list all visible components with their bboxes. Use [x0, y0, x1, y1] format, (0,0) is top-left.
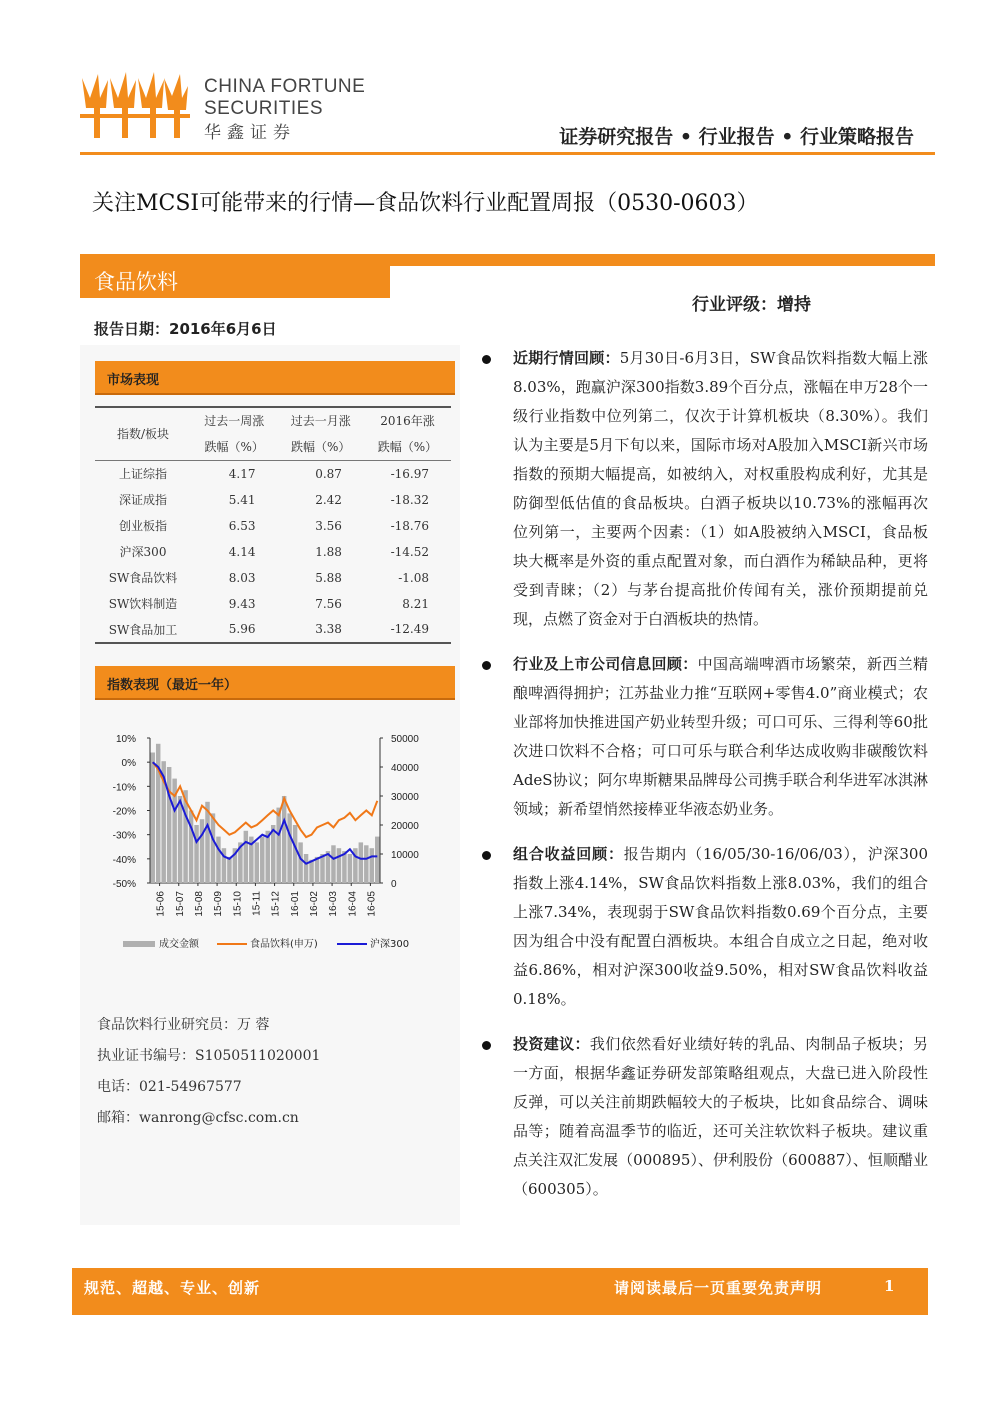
- volume-bar: [342, 851, 346, 883]
- row-week: 9.43: [228, 596, 256, 611]
- row-name: SW食品饮料: [108, 571, 178, 585]
- x-tick-label: 15-06: [155, 891, 167, 917]
- header-divider: [80, 152, 935, 155]
- bullet-text: 我们依然看好业绩好转的乳品、肉制品子板块；另一方面，根据华鑫证券研发部策略组观点，大盘已进入阶段性反弹，可以关注前期跌幅较大的子板块，比如食品综合、调味品等；随着高温季节的临近，还可关注软饮料子板块。建议重点关注双汇发展（000895）、伊利股份（600887）、恒顺醋业（600305）。: [513, 1035, 928, 1198]
- row-ytd: 8.21: [402, 596, 429, 611]
- index-performance-chart: [95, 722, 455, 962]
- table-row: [95, 461, 451, 487]
- row-week: 6.53: [228, 518, 256, 533]
- col-header-index: 指数/板块: [95, 407, 191, 461]
- bullet-dot-icon: [482, 661, 491, 670]
- volume-bar: [337, 848, 341, 883]
- y-tick-label-right: 50000: [391, 734, 419, 745]
- x-tick-label: 15-12: [270, 891, 282, 917]
- row-name: 沪深300: [119, 545, 167, 559]
- bullet-dot-icon: [482, 355, 491, 364]
- table-row: [95, 539, 451, 565]
- volume-bar: [260, 837, 264, 883]
- index-perf-heading-text: 指数表现（最近一年）: [107, 678, 238, 693]
- volume-bar: [359, 842, 363, 883]
- footer-disclaimer: 请阅读最后一页重要免责声明: [614, 1279, 823, 1297]
- y-tick-label-right: 30000: [391, 792, 419, 803]
- x-tick-label: 15-11: [251, 891, 263, 916]
- sector-band-box: [80, 254, 390, 298]
- brand-line-2: SECURITIES: [204, 98, 324, 119]
- bullet-lead: 投资建议：: [513, 1035, 590, 1053]
- volume-bar: [276, 808, 280, 883]
- volume-bar: [348, 854, 352, 883]
- volume-bar: [178, 796, 182, 883]
- sector-label: 食品饮料: [94, 270, 178, 294]
- volume-bar: [244, 831, 248, 883]
- volume-bar: [375, 837, 379, 883]
- x-tick-label: 16-03: [328, 891, 340, 917]
- y-tick-label-left: -40%: [112, 854, 136, 866]
- china-fortune-logo-icon: [80, 68, 190, 140]
- volume-bar: [282, 796, 286, 883]
- x-tick-label: 16-04: [347, 891, 359, 917]
- industry-rating: 行业评级：增持: [692, 295, 811, 315]
- row-week: 8.03: [228, 570, 256, 585]
- brand-name-cn: 华鑫证券: [204, 123, 296, 143]
- x-tick-label: 15-07: [174, 891, 186, 917]
- bullet-text: 5月30日-6月3日，SW食品饮料指数大幅上涨8.03%，跑赢沪深300指数3.89个百分点，涨幅在申万28个一级行业指数中位列第二，仅次于计算机板块（8.30%）。我们认为主要是5月下旬以来，国际市场对A股加入MSCI新兴市场指数的预期大幅提高，如被纳入，对权重股构成利好，尤其是防御型低估值的食品板块。白酒子板块以10.73%的涨幅再次位列第一，主要两个因素：（1）如A股被纳入MSCI，食品板块大概率是外资的重点配置对象，而白酒作为稀缺品种，更将受到青睐；（2）与茅台提高批价传闻有关，涨价预期提前兑现，点燃了资金对于白酒板块的热情。: [513, 349, 928, 628]
- summary-bullets: [478, 344, 928, 1220]
- bullet-dot-icon: [482, 851, 491, 860]
- col-header-week: 过去一周涨 跌幅（%）: [191, 407, 277, 461]
- y-tick-label-left: -10%: [112, 782, 136, 794]
- x-tick-label: 16-01: [289, 891, 301, 917]
- volume-bar: [216, 837, 220, 883]
- report-date: 报告日期：2016年6月6日: [94, 320, 277, 338]
- row-month: 3.38: [277, 617, 363, 643]
- volume-bar: [189, 811, 193, 884]
- y-tick-label-left: -50%: [112, 879, 136, 890]
- bullet-market-review: [478, 344, 928, 634]
- volume-bar: [309, 860, 313, 883]
- y-tick-label-right: 40000: [391, 763, 419, 774]
- table-row: [95, 487, 451, 513]
- col-header-month: 过去一月涨 跌幅（%）: [277, 407, 363, 461]
- analyst-phone: 电话：021-54967577: [97, 1079, 242, 1095]
- volume-bar: [287, 813, 291, 883]
- legend-label-volume: 成交金额: [159, 939, 199, 950]
- legend-label-food: 食品饮料(申万): [250, 939, 318, 950]
- table-row: [95, 513, 451, 539]
- table-row: [95, 591, 451, 617]
- row-week: 4.17: [228, 466, 256, 481]
- market-heading-text: 市场表现: [107, 373, 160, 388]
- volume-bar: [370, 848, 374, 883]
- bullet-lead: 组合收益回顾：: [513, 845, 624, 863]
- analyst-name: 食品饮料行业研究员：万 蓉: [97, 1017, 270, 1033]
- row-name: 上证综指: [118, 467, 167, 482]
- y-tick-label-right: 0: [391, 879, 397, 890]
- bullet-lead: 近期行情回顾：: [513, 349, 620, 367]
- page-number: 1: [884, 1277, 895, 1295]
- volume-bar: [293, 825, 297, 883]
- market-table: [95, 406, 451, 644]
- brand-name-en: [204, 76, 365, 120]
- y-tick-label-right: 10000: [391, 850, 419, 861]
- volume-bar: [315, 857, 319, 883]
- volume-bar: [331, 845, 335, 883]
- y-tick-label-right: 20000: [391, 821, 419, 832]
- volume-bar: [167, 767, 171, 883]
- footer-motto: 规范、超越、专业、创新: [84, 1279, 261, 1297]
- row-ytd: -14.52: [390, 544, 429, 559]
- table-header-row: [95, 407, 451, 461]
- volume-bar: [194, 825, 198, 883]
- row-week: 5.96: [191, 617, 277, 643]
- row-month: 2.42: [315, 492, 342, 507]
- report-type-tagline: 证券研究报告 • 行业报告 • 行业策略报告: [559, 126, 914, 148]
- col-header-ytd: 2016年涨 跌幅（%）: [364, 407, 451, 461]
- volume-bar: [211, 813, 215, 883]
- row-month: 7.56: [315, 596, 342, 611]
- volume-bar: [266, 831, 270, 883]
- y-tick-label-left: -20%: [112, 806, 136, 818]
- table-row: [95, 617, 451, 643]
- row-ytd: -1.08: [398, 570, 429, 585]
- volume-bar: [298, 842, 302, 883]
- volume-bar: [151, 753, 155, 884]
- brand-line-1: CHINA FORTUNE: [204, 76, 366, 97]
- row-month: 5.88: [315, 570, 342, 585]
- bullet-investment-advice: [478, 1030, 928, 1204]
- table-row: [95, 565, 451, 591]
- row-ytd: -16.97: [390, 466, 429, 481]
- bullet-dot-icon: [482, 1041, 491, 1050]
- row-ytd: -12.49: [364, 617, 451, 643]
- row-name: 创业板指: [118, 519, 167, 533]
- legend-swatch-volume: [123, 941, 155, 947]
- bullet-industry-news: [478, 650, 928, 824]
- bullet-text: 中国高端啤酒市场繁荣，新西兰精酿啤酒得拥护；江苏盐业力推“互联网+零售4.0”商业模式；农业部将加快推进国产奶业转型升级；可口可乐、三得利等60批次进口饮料不合格；可口可乐与联合利华达成收购非碳酸饮料AdeS协议；阿尔卑斯糖果品牌母公司携手联合利华进军冰淇淋领域；新希望悄然接棒亚华液态奶业务。: [513, 655, 928, 818]
- analyst-email[interactable]: 邮箱：wanrong@cfsc.com.cn: [97, 1110, 299, 1126]
- row-ytd: -18.76: [390, 518, 429, 533]
- volume-bar: [255, 842, 259, 883]
- row-name: 深证成指: [118, 493, 167, 507]
- x-tick-label: 16-05: [366, 891, 378, 917]
- row-name: SW食品加工: [95, 617, 191, 643]
- volume-bar: [304, 854, 308, 883]
- analyst-cert: 执业证书编号：S1050511020001: [97, 1048, 321, 1064]
- row-week: 4.14: [228, 544, 256, 559]
- legend-label-csi300: 沪深300: [370, 939, 410, 950]
- bullet-text: 报告期内（16/05/30-16/06/03），沪深300指数上涨4.14%，SW食品饮料指数上涨8.03%，我们的组合上涨7.34%，表现弱于SW食品饮料指数0.69个百分点，主要因为组合中没有配置白酒板块。本组合自成立之日起，绝对收益6.86%，相对沪深300收益9.50%，相对SW食品饮料收益0.18%。: [513, 845, 928, 1008]
- y-tick-label-left: 10%: [115, 734, 136, 745]
- report-title: 关注MCSI可能带来的行情—食品饮料行业配置周报（0530-0603）: [92, 191, 759, 216]
- bullet-portfolio-review: [478, 840, 928, 1014]
- volume-bar: [227, 857, 231, 883]
- row-week: 5.41: [228, 492, 256, 507]
- row-ytd: -18.32: [390, 492, 429, 507]
- row-name: SW饮料制造: [108, 597, 178, 611]
- index-perf-heading: [95, 666, 455, 700]
- footer-bar: [72, 1268, 928, 1308]
- volume-bar: [364, 845, 368, 883]
- bullet-lead: 行业及上市公司信息回顾：: [513, 655, 698, 673]
- y-tick-label-left: 0%: [121, 758, 136, 770]
- x-tick-label: 15-08: [193, 891, 205, 917]
- page-footer: [72, 1268, 928, 1315]
- x-tick-label: 16-02: [308, 891, 320, 917]
- row-month: 0.87: [315, 466, 342, 481]
- y-tick-label-left: -30%: [112, 830, 136, 842]
- volume-bar: [200, 819, 204, 883]
- row-month: 1.88: [315, 544, 342, 559]
- volume-bar: [271, 825, 275, 883]
- volume-bar: [320, 854, 324, 883]
- x-tick-label: 15-09: [213, 891, 225, 917]
- x-tick-label: 15-10: [232, 891, 244, 917]
- market-section-heading: [95, 361, 455, 395]
- row-month: 3.56: [315, 518, 342, 533]
